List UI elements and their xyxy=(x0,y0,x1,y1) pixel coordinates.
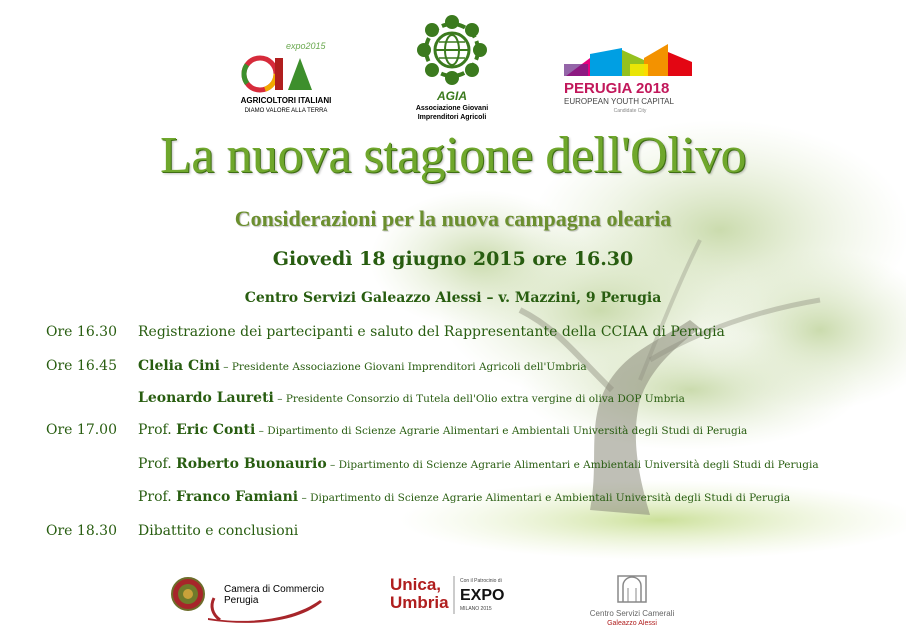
speaker-name: Franco Famiani xyxy=(176,489,299,505)
expo-label: expo2015 xyxy=(286,41,326,51)
unica-line2: Umbria xyxy=(390,593,449,612)
program-item xyxy=(46,489,790,505)
perugia-2018-logo xyxy=(560,40,700,116)
centro-line1: Centro Servizi Camerali xyxy=(589,609,675,618)
expo-mark: EXPO xyxy=(460,587,505,604)
agia-mark: AGIA xyxy=(437,89,467,103)
unica-line1: Unica, xyxy=(390,575,442,594)
centro-line2: Galeazzo Alessi xyxy=(607,620,657,627)
camera-line1: Camera di Commercio xyxy=(224,584,325,595)
program-item xyxy=(46,390,685,406)
event-title: La nuova stagione dell'Olivo xyxy=(159,127,746,184)
speaker-role: – Dipartimento di Scienze Agrarie Alimentari e Ambientali Università degli Studi di Perugia xyxy=(255,425,748,437)
speaker-role: – Presidente Consorzio di Tutela dell'Olio extra vergine di oliva DOP Umbria xyxy=(273,393,685,405)
perugia-line2: Candidate City xyxy=(613,108,647,114)
program-item xyxy=(46,456,819,472)
program-item xyxy=(46,422,747,438)
program-time: Ore 17.00 xyxy=(46,422,117,438)
speaker-prefix: Prof. xyxy=(138,456,177,472)
program-item xyxy=(46,523,298,539)
camera-commercio-logo xyxy=(170,572,330,626)
speaker-role: – Dipartimento di Scienze Agrarie Alimentari e Ambientali Università degli Studi di Perugia xyxy=(326,459,819,471)
speaker-prefix: Prof. xyxy=(138,489,177,505)
speaker-role: – Dipartimento di Scienze Agrarie Alimentari e Ambientali Università degli Studi di Perugia xyxy=(298,492,791,504)
program-time: Ore 16.45 xyxy=(46,358,117,374)
program-time: Ore 16.30 xyxy=(46,324,117,340)
agia-line2: Imprenditori Agricoli xyxy=(417,114,487,121)
speaker-name: Clelia Cini xyxy=(138,358,220,374)
program-time: Ore 18.30 xyxy=(46,523,117,539)
speaker-role: – Presidente Associazione Giovani Imprenditori Agricoli dell'Umbria xyxy=(219,361,587,373)
centro-servizi-camerali-logo xyxy=(586,572,678,632)
cia-line2: DIAMO VALORE ALLA TERRA xyxy=(244,108,328,114)
program-item xyxy=(46,324,725,340)
expo-patrocinio: Con il Patrocinio di xyxy=(460,578,502,584)
speaker-prefix: Prof. xyxy=(138,422,177,438)
perugia-title: PERUGIA 2018 xyxy=(564,80,670,97)
event-date: Giovedì 18 giugno 2015 ore 16.30 xyxy=(272,248,634,270)
cia-agricoltori-logo xyxy=(238,40,334,116)
program-item xyxy=(46,358,587,374)
event-venue: Centro Servizi Galeazzo Alessi – v. Mazzini, 9 Perugia xyxy=(244,290,662,306)
speaker-name: Leonardo Laureti xyxy=(138,390,274,406)
speaker-name: Roberto Buonaurio xyxy=(176,456,327,472)
agia-line1: Associazione Giovani xyxy=(415,105,489,112)
program-text: Registrazione dei partecipanti e saluto del Rappresentante della CCIAA di Perugia xyxy=(138,324,725,340)
event-subtitle: Considerazioni per la nuova campagna olearia xyxy=(234,206,672,231)
perugia-line1: EUROPEAN YOUTH CAPITAL xyxy=(564,97,674,106)
cia-line1: AGRICOLTORI ITALIANI xyxy=(240,96,332,105)
speaker-name: Eric Conti xyxy=(176,422,256,438)
agia-logo xyxy=(412,12,492,122)
expo-sub: MILANO 2015 xyxy=(460,606,492,612)
unica-umbria-expo-logo xyxy=(388,572,518,618)
camera-line2: Perugia xyxy=(224,595,259,606)
program-text: Dibattito e conclusioni xyxy=(138,523,299,539)
